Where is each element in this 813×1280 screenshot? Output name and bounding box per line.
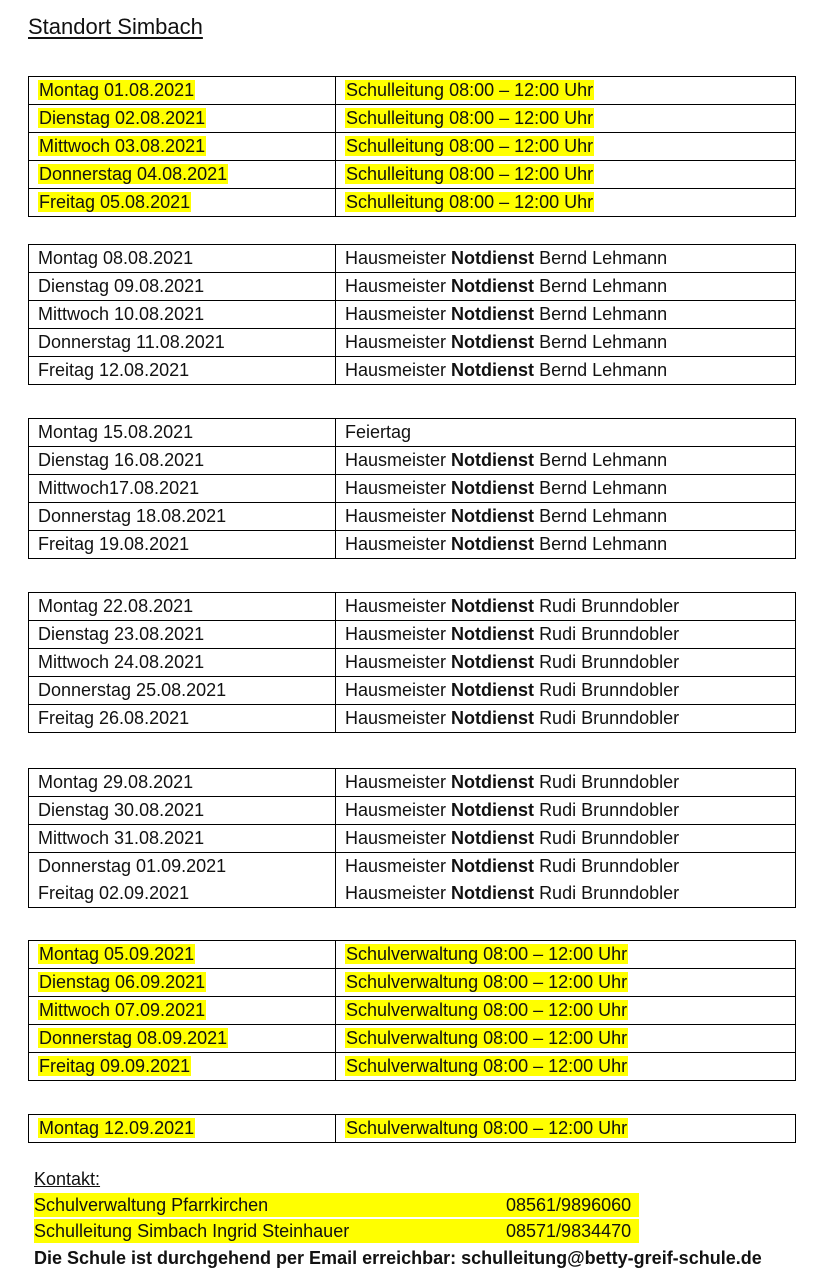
table-row [29, 273, 796, 301]
day-cell: Mittwoch 07.09.2021 [39, 1000, 206, 1020]
duty-cell: Schulverwaltung 08:00 – 12:00 Uhr [346, 1118, 628, 1138]
day-cell: Dienstag 02.08.2021 [39, 108, 206, 128]
contact-entry [34, 1192, 794, 1218]
table-row [29, 447, 796, 475]
contact-phone: 08571/9834470 [506, 1221, 632, 1241]
duty-cell: Hausmeister Notdienst Bernd Lehmann [336, 531, 796, 559]
table-row [29, 357, 796, 385]
table-row [29, 105, 796, 133]
week-table-5 [28, 768, 796, 908]
day-cell: Montag 12.09.2021 [39, 1118, 195, 1138]
day-cell: Mittwoch 03.08.2021 [39, 136, 206, 156]
duty-cell: Schulverwaltung 08:00 – 12:00 Uhr [346, 1028, 628, 1048]
duty-cell: Schulverwaltung 08:00 – 12:00 Uhr [346, 944, 628, 964]
duty-cell: Schulleitung 08:00 – 12:00 Uhr [346, 80, 594, 100]
table-row [29, 997, 796, 1025]
duty-cell: Hausmeister Notdienst Bernd Lehmann [336, 273, 796, 301]
table-row [29, 825, 796, 853]
table-row [29, 769, 796, 797]
table-row [29, 969, 796, 997]
table-row [29, 1115, 796, 1143]
duty-cell: Hausmeister Notdienst Bernd Lehmann [336, 329, 796, 357]
duty-cell: Hausmeister Notdienst Bernd Lehmann [336, 245, 796, 273]
week-table-6 [28, 940, 796, 1081]
day-cell: Dienstag 23.08.2021 [29, 621, 336, 649]
day-cell: Dienstag 30.08.2021 [29, 797, 336, 825]
day-cell: Mittwoch17.08.2021 [29, 475, 336, 503]
week-table-2 [28, 244, 796, 385]
duty-cell: Schulverwaltung 08:00 – 12:00 Uhr [346, 1000, 628, 1020]
table-row [29, 621, 796, 649]
duty-cell: Schulleitung 08:00 – 12:00 Uhr [346, 136, 594, 156]
duty-cell: Hausmeister Notdienst Bernd Lehmann [336, 357, 796, 385]
duty-cell: Hausmeister Notdienst Bernd Lehmann [336, 447, 796, 475]
day-cell: Freitag 05.08.2021 [39, 192, 191, 212]
day-cell: Freitag 19.08.2021 [29, 531, 336, 559]
day-cell: Montag 08.08.2021 [29, 245, 336, 273]
table-row [29, 677, 796, 705]
day-cell: Dienstag 09.08.2021 [29, 273, 336, 301]
day-cell: Mittwoch 10.08.2021 [29, 301, 336, 329]
day-cell: Donnerstag 25.08.2021 [29, 677, 336, 705]
table-row [29, 1025, 796, 1053]
day-cell: Donnerstag 18.08.2021 [29, 503, 336, 531]
table-row [29, 301, 796, 329]
duty-cell: Hausmeister Notdienst Rudi Brunndobler [336, 621, 796, 649]
week-table-1 [28, 76, 796, 217]
duty-cell: Hausmeister Notdienst Bernd Lehmann [336, 503, 796, 531]
duty-cell: Schulleitung 08:00 – 12:00 Uhr [346, 108, 594, 128]
day-cell: Freitag 12.08.2021 [29, 357, 336, 385]
duty-cell: Schulverwaltung 08:00 – 12:00 Uhr [346, 1056, 628, 1076]
table-row [29, 245, 796, 273]
day-cell: Freitag 26.08.2021 [29, 705, 336, 733]
duty-cell: Hausmeister Notdienst Rudi Brunndobler [336, 677, 796, 705]
duty-cell: Schulverwaltung 08:00 – 12:00 Uhr [346, 972, 628, 992]
table-row [29, 161, 796, 189]
day-cell: Donnerstag 04.08.2021 [39, 164, 228, 184]
day-cell: Donnerstag 01.09.2021 [29, 853, 336, 881]
table-row [29, 133, 796, 161]
duty-cell: Hausmeister Notdienst Rudi Brunndobler [336, 705, 796, 733]
duty-cell: Schulleitung 08:00 – 12:00 Uhr [346, 164, 594, 184]
table-row [29, 649, 796, 677]
duty-cell: Hausmeister Notdienst Rudi Brunndobler [336, 880, 796, 908]
duty-cell: Hausmeister Notdienst Rudi Brunndobler [336, 649, 796, 677]
duty-cell: Hausmeister Notdienst Rudi Brunndobler [336, 797, 796, 825]
day-cell: Donnerstag 11.08.2021 [29, 329, 336, 357]
duty-cell: Hausmeister Notdienst Rudi Brunndobler [336, 593, 796, 621]
contact-block [34, 1166, 794, 1272]
table-row [29, 531, 796, 559]
day-cell: Montag 15.08.2021 [29, 419, 336, 447]
day-cell: Montag 05.09.2021 [39, 944, 195, 964]
day-cell: Dienstag 06.09.2021 [39, 972, 206, 992]
page-title: Standort Simbach [28, 14, 203, 39]
contact-heading: Kontakt: [34, 1169, 101, 1189]
day-cell: Donnerstag 08.09.2021 [39, 1028, 228, 1048]
week-table-7 [28, 1114, 796, 1143]
day-cell: Freitag 09.09.2021 [39, 1056, 191, 1076]
duty-cell: Feiertag [336, 419, 796, 447]
table-row [29, 941, 796, 969]
table-row [29, 189, 796, 217]
table-row [29, 1053, 796, 1081]
duty-cell: Schulleitung 08:00 – 12:00 Uhr [346, 192, 594, 212]
table-row [29, 593, 796, 621]
day-cell: Dienstag 16.08.2021 [29, 447, 336, 475]
day-cell: Mittwoch 24.08.2021 [29, 649, 336, 677]
contact-phone: 08561/9896060 [506, 1195, 632, 1215]
duty-cell: Hausmeister Notdienst Bernd Lehmann [336, 301, 796, 329]
table-row [29, 329, 796, 357]
week-table-3 [28, 418, 796, 559]
contact-entry [34, 1218, 794, 1244]
contact-label: Schulverwaltung Pfarrkirchen [34, 1195, 269, 1215]
table-row [29, 797, 796, 825]
duty-cell: Hausmeister Notdienst Rudi Brunndobler [336, 825, 796, 853]
table-row [29, 880, 796, 908]
day-cell: Mittwoch 31.08.2021 [29, 825, 336, 853]
table-row [29, 503, 796, 531]
day-cell: Montag 01.08.2021 [39, 80, 195, 100]
table-row [29, 853, 796, 881]
duty-cell: Hausmeister Notdienst Bernd Lehmann [336, 475, 796, 503]
day-cell: Montag 22.08.2021 [29, 593, 336, 621]
table-row [29, 419, 796, 447]
week-table-4 [28, 592, 796, 733]
duty-cell: Hausmeister Notdienst Rudi Brunndobler [336, 853, 796, 881]
email-line: Die Schule ist durchgehend per Email erreichbar: schulleitung@betty-greif-schule.de [34, 1248, 762, 1268]
day-cell: Montag 29.08.2021 [29, 769, 336, 797]
table-row [29, 705, 796, 733]
contact-label: Schulleitung Simbach Ingrid Steinhauer [34, 1221, 350, 1241]
table-row [29, 475, 796, 503]
day-cell: Freitag 02.09.2021 [29, 880, 336, 908]
table-row [29, 77, 796, 105]
duty-cell: Hausmeister Notdienst Rudi Brunndobler [336, 769, 796, 797]
